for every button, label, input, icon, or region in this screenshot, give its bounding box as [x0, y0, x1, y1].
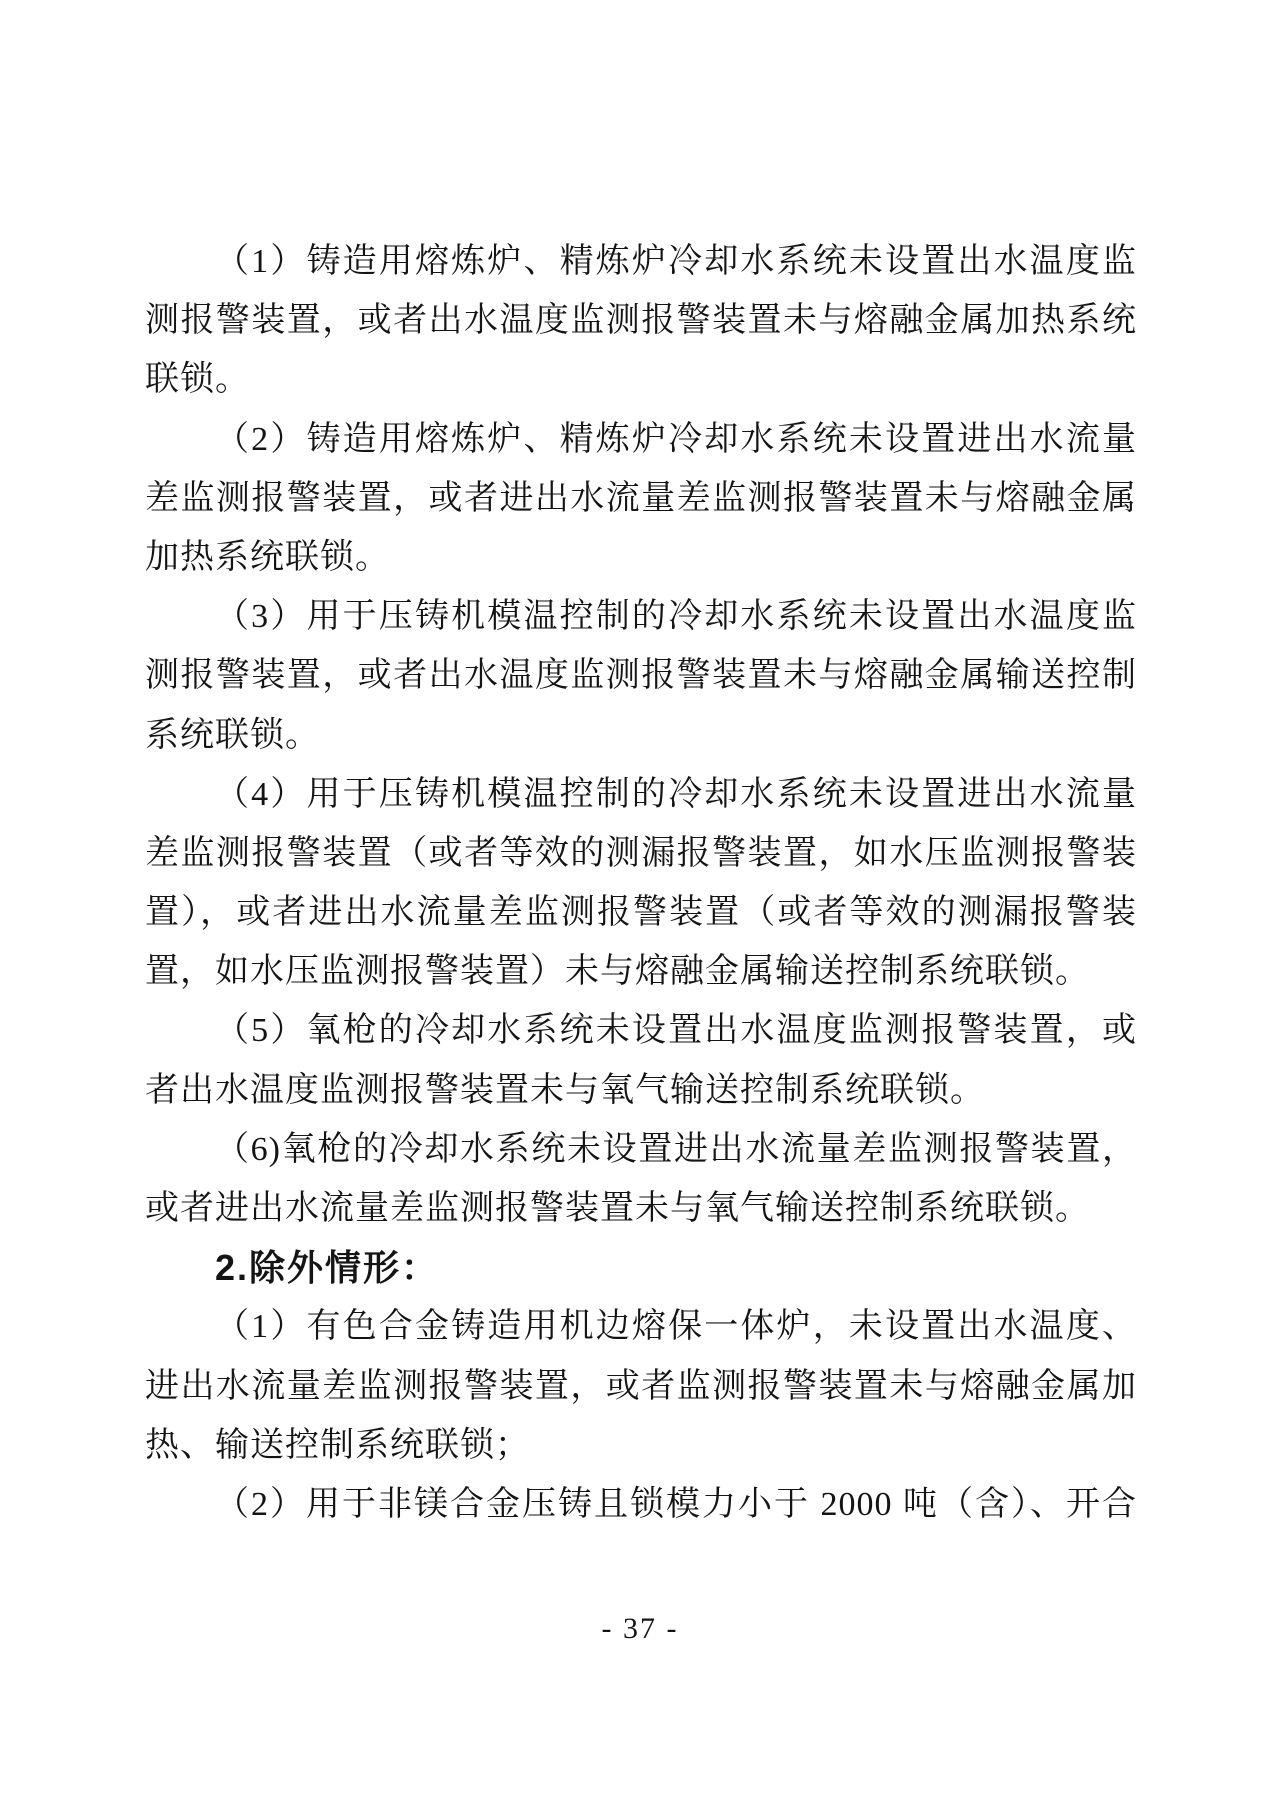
text-line: （1）铸造用熔炼炉、精炼炉冷却水系统未设置出水温度监: [215, 243, 1137, 280]
text-line: （5）氧枪的冷却水系统未设置出水温度监测报警装置，或: [215, 1012, 1137, 1050]
text-line: 置，如水压监测报警装置）未与熔融金属输送控制系统联锁。: [145, 953, 1090, 991]
text-line: （4）用于压铸机模温控制的冷却水系统未设置进出水流量: [215, 775, 1137, 813]
text-line: （3）用于压铸机模温控制的冷却水系统未设置出水温度监: [215, 598, 1137, 636]
text-line: 系统联锁。: [145, 716, 320, 754]
text-line: （1）有色合金铸造用机边熔保一体炉，未设置出水温度、: [215, 1308, 1137, 1346]
text-line: 置），或者进出水流量差监测报警装置（或者等效的测漏报警装: [145, 894, 1137, 932]
text-line: 测报警装置，或者出水温度监测报警装置未与熔融金属加热系统: [145, 302, 1137, 340]
text-line: 测报警装置，或者出水温度监测报警装置未与熔融金属输送控制: [145, 657, 1137, 695]
text-line: 进出水流量差监测报警装置，或者监测报警装置未与熔融金属加: [145, 1367, 1137, 1405]
text-line: 热、输送控制系统联锁；: [145, 1426, 530, 1464]
text-line: 差监测报警装置，或者进出水流量差监测报警装置未与熔融金属: [145, 479, 1137, 517]
text-line: 差监测报警装置（或者等效的测漏报警装置，如水压监测报警装: [145, 834, 1137, 872]
text-line: 加热系统联锁。: [145, 538, 390, 576]
section-heading: 2.除外情形：: [215, 1247, 440, 1289]
text-line: 或者进出水流量差监测报警装置未与氧气输送控制系统联锁。: [145, 1190, 1090, 1227]
text-line: 者出水温度监测报警装置未与氧气输送控制系统联锁。: [145, 1071, 985, 1109]
text-line: （6)氧枪的冷却水系统未设置进出水流量差监测报警装置，: [215, 1130, 1137, 1168]
text-line: （2）铸造用熔炼炉、精炼炉冷却水系统未设置进出水流量: [215, 420, 1137, 458]
text-line: （2）用于非镁合金压铸且锁模力小于 2000 吨（含）、开合: [215, 1485, 1137, 1523]
document-body: [145, 232, 1137, 1534]
text-line: 联锁。: [145, 361, 250, 399]
page-number: - 37 -: [601, 1612, 679, 1645]
